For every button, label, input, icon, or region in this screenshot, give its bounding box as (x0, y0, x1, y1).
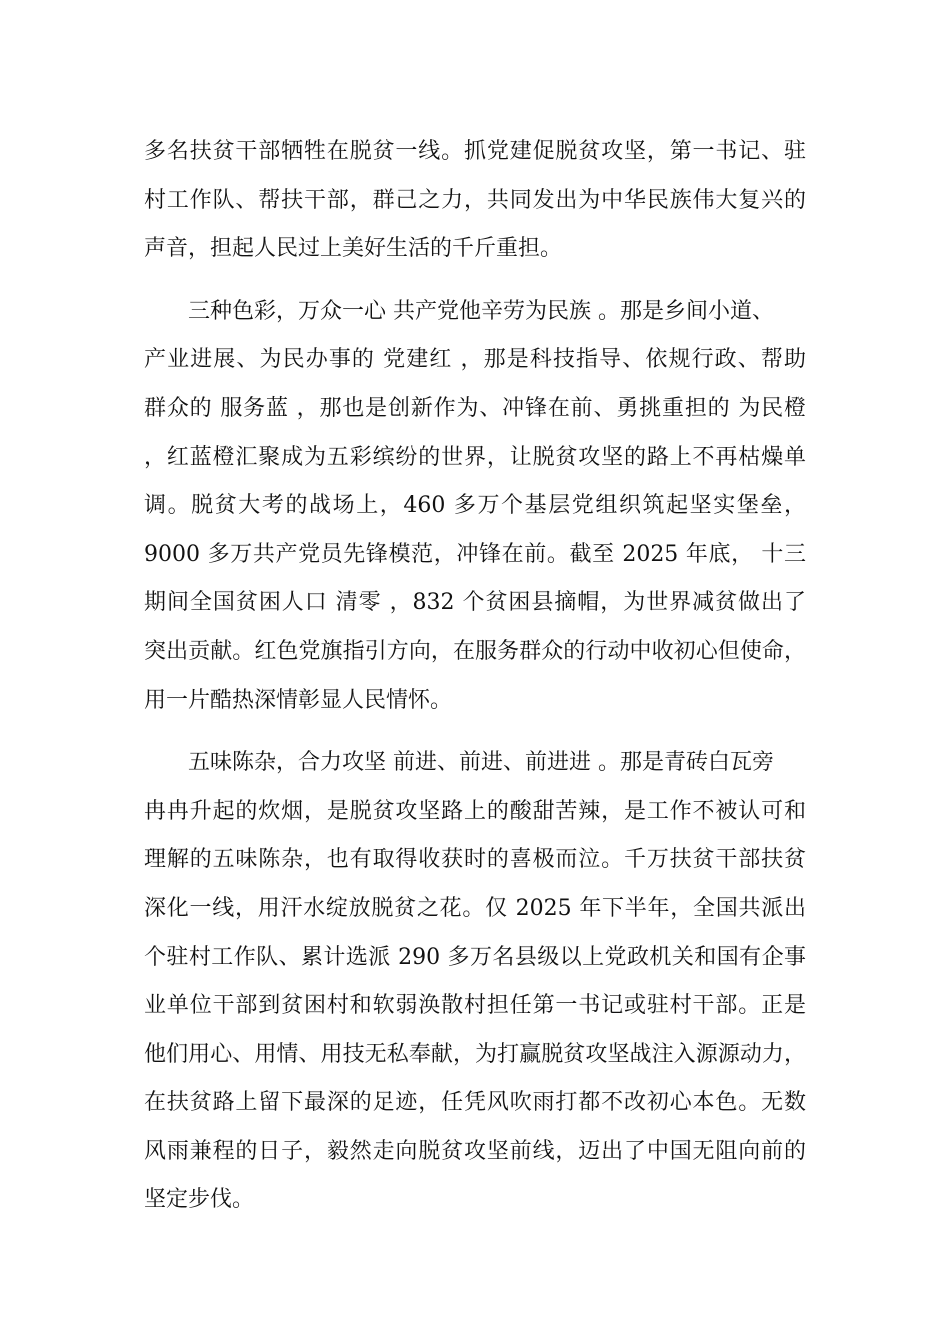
paragraph-gap (144, 725, 806, 739)
paragraph-line: ，红蓝橙汇聚成为五彩缤纷的世界，让脱贫攻坚的路上不再枯燥单 (144, 444, 806, 470)
paragraph-line: 五味陈杂，合力攻坚 前进、前进、前进进 。那是青砖白瓦旁 (188, 750, 774, 776)
paragraph-line: 9000 多万共产党员先锋模范，冲锋在前。截至 2025 年底， 十三 (144, 541, 806, 567)
paragraph-line: 调。脱贫大考的战场上，460 多万个基层党组织筑起坚实堡垒， (144, 493, 806, 519)
paragraph-line: 声音，担起人民过上美好生活的千斤重担。 (144, 236, 563, 262)
paragraph-line: 理解的五味陈杂，也有取得收获时的喜极而泣。千万扶贫干部扶贫 (144, 847, 806, 873)
paragraph-line: 他们用心、用情、用技无私奉献，为打赢脱贫攻坚战注入源源动力， (144, 1041, 806, 1067)
paragraph-line: 在扶贫路上留下最深的足迹，任凭风吹雨打都不改初心本色。无数 (144, 1090, 806, 1116)
paragraph-gap (144, 274, 806, 288)
paragraph-2 (144, 288, 806, 725)
paragraph-line: 多名扶贫干部牺牲在脱贫一线。抓党建促脱贫攻坚，第一书记、驻 (144, 139, 806, 164)
paragraph-line: 风雨兼程的日子，毅然走向脱贫攻坚前线，迈出了中国无阻向前的 (144, 1138, 806, 1164)
paragraph-line: 三种色彩，万众一心 共产党他辛劳为民族 。那是乡间小道、 (188, 298, 774, 324)
paragraph-line: 深化一线，用汗水绽放脱贫之花。仅 2025 年下半年，全国共派出 (144, 895, 806, 921)
paragraph-line: 突出贡献。红色党旗指引方向，在服务群众的行动中收初心但使命， (144, 638, 806, 664)
paragraph-line: 个驻村工作队、累计选派 290 多万名县级以上党政机关和国有企事 (144, 944, 806, 970)
paragraph-3 (144, 739, 806, 1225)
paragraph-1 (144, 128, 806, 274)
paragraph-line: 期间全国贫困人口 清零 ，832 个贫困县摘帽，为世界减贫做出了 (144, 590, 806, 616)
body-text (144, 128, 806, 1225)
paragraph-line: 村工作队、帮扶干部，群己之力，共同发出为中华民族伟大复兴的 (144, 187, 806, 213)
paragraph-line: 冉冉升起的炊烟，是脱贫攻坚路上的酸甜苦辣，是工作不被认可和 (144, 798, 806, 824)
paragraph-line: 业单位干部到贫困村和软弱涣散村担任第一书记或驻村干部。正是 (144, 993, 806, 1019)
paragraph-line: 产业进展、为民办事的 党建红 ，那是科技指导、依规行政、帮助 (144, 347, 806, 373)
paragraph-line: 坚定步伐。 (144, 1187, 255, 1213)
paragraph-line: 用一片酷热深情彰显人民情怀。 (144, 687, 453, 713)
paragraph-line: 群众的 服务蓝 ，那也是创新作为、冲锋在前、勇挑重担的 为民橙 (144, 395, 806, 421)
